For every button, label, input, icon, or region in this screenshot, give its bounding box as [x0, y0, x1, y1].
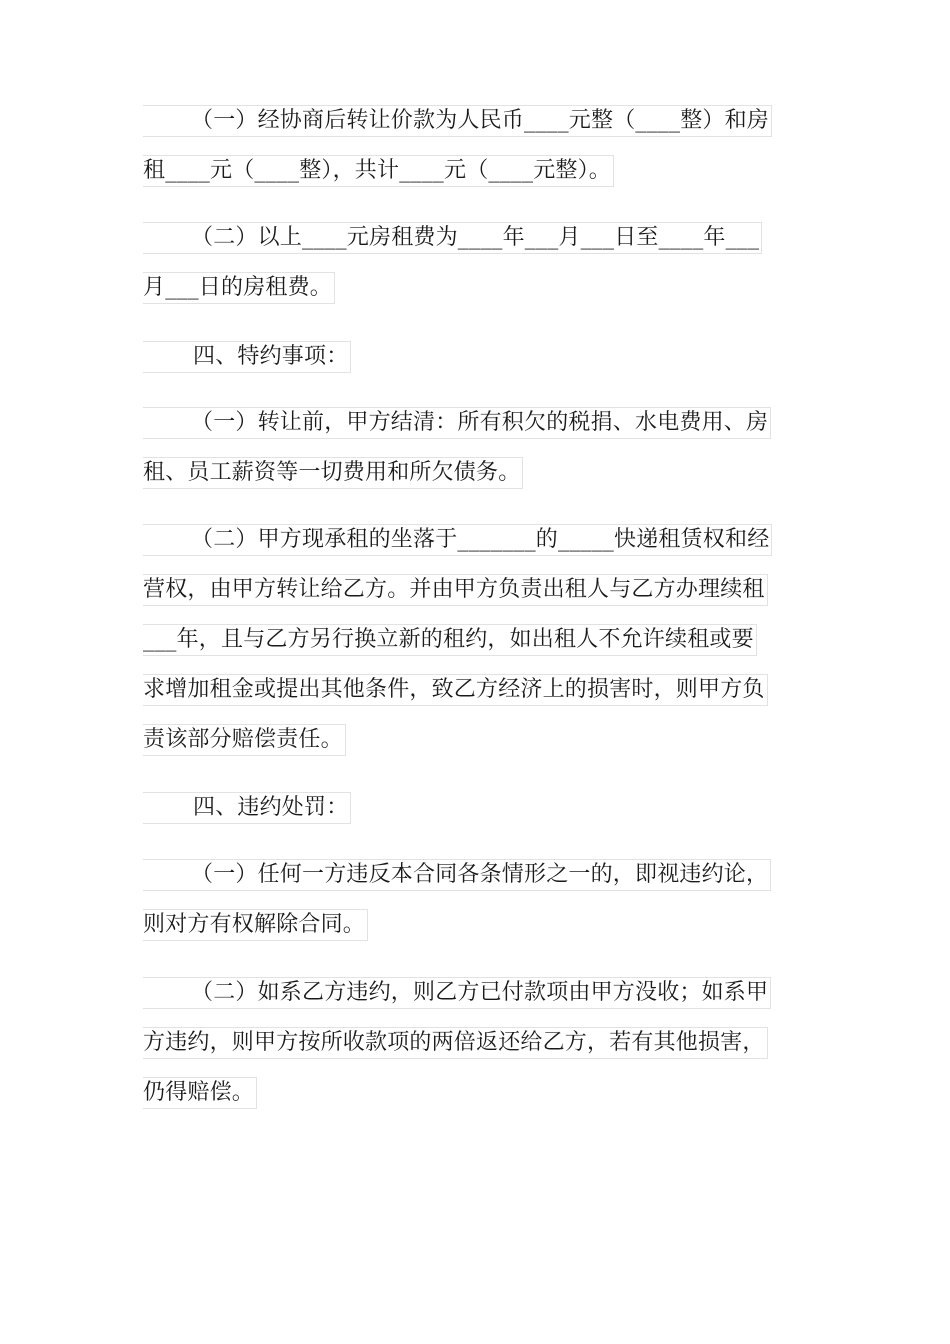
paragraph-line [143, 783, 811, 833]
line-text [143, 524, 772, 556]
paragraph-line [143, 515, 811, 565]
paragraph-line [143, 968, 811, 1018]
paragraph-line [143, 615, 811, 665]
paragraph-lease-transfer [143, 515, 811, 765]
line-text: 仍得赔偿。 [143, 1077, 257, 1109]
paragraph-line [143, 715, 811, 765]
paragraph-transfer-price [143, 96, 811, 196]
line-text: 则对方有权解除合同。 [143, 909, 368, 941]
line-text: 责该部分赔偿责任。 [143, 724, 346, 756]
section-heading-special-terms [143, 332, 811, 382]
line-text-content: （一）经协商后转让价款为人民币____元整（____整）和房 [191, 108, 770, 133]
line-text: 求增加租金或提出其他条件，致乙方经济上的损害时，则甲方负 [143, 674, 768, 706]
heading-text: 四、特约事项： [193, 344, 349, 369]
line-text [143, 407, 771, 439]
paragraph-line [143, 850, 811, 900]
paragraph-line [143, 146, 811, 196]
paragraph-line [143, 263, 811, 313]
paragraph-breach-termination [143, 850, 811, 950]
line-text [143, 977, 771, 1009]
paragraph-line [143, 398, 811, 448]
line-text: 营权，由甲方转让给乙方。并由甲方负责出租人与乙方办理续租 [143, 574, 768, 606]
paragraph-line [143, 900, 811, 950]
line-text [143, 105, 772, 137]
paragraph-line [143, 665, 811, 715]
line-text: ___年，且与乙方另行换立新的租约，如出租人不允许续租或要 [143, 624, 757, 656]
paragraph-line [143, 332, 811, 382]
paragraph-line [143, 213, 811, 263]
line-text [143, 859, 771, 891]
heading-text: 四、违约处罚： [193, 795, 349, 820]
line-text: 月___日的房租费。 [143, 272, 335, 304]
paragraph-line [143, 565, 811, 615]
paragraph-breach-compensation [143, 968, 811, 1118]
line-text-content: （一）任何一方违反本合同各条情形之一的，即视违约论， [191, 862, 769, 887]
line-text-content: （二）如系乙方违约，则乙方已付款项由甲方没收；如系甲 [191, 980, 769, 1005]
paragraph-rent-period [143, 213, 811, 313]
line-text-content: （二）甲方现承租的坐落于_______的_____快递租赁权和经 [191, 527, 770, 552]
paragraph-line [143, 96, 811, 146]
paragraph-line [143, 1018, 811, 1068]
paragraph-line [143, 448, 811, 498]
line-text-content: （二）以上____元房租费为____年___月___日至____年___ [191, 225, 760, 250]
line-text [143, 222, 762, 254]
line-text: 方违约，则甲方按所收款项的两倍返还给乙方，若有其他损害， [143, 1027, 768, 1059]
line-text: 租、员工薪资等一切费用和所欠债务。 [143, 457, 523, 489]
line-text: 租____元（____整），共计____元（____元整）。 [143, 155, 614, 187]
line-text [143, 792, 351, 824]
paragraph-line [143, 1068, 811, 1118]
section-heading-breach-penalty [143, 783, 811, 833]
line-text [143, 341, 351, 373]
paragraph-settlement [143, 398, 811, 498]
line-text-content: （一）转让前，甲方结清：所有积欠的税捐、水电费用、房 [191, 410, 769, 435]
